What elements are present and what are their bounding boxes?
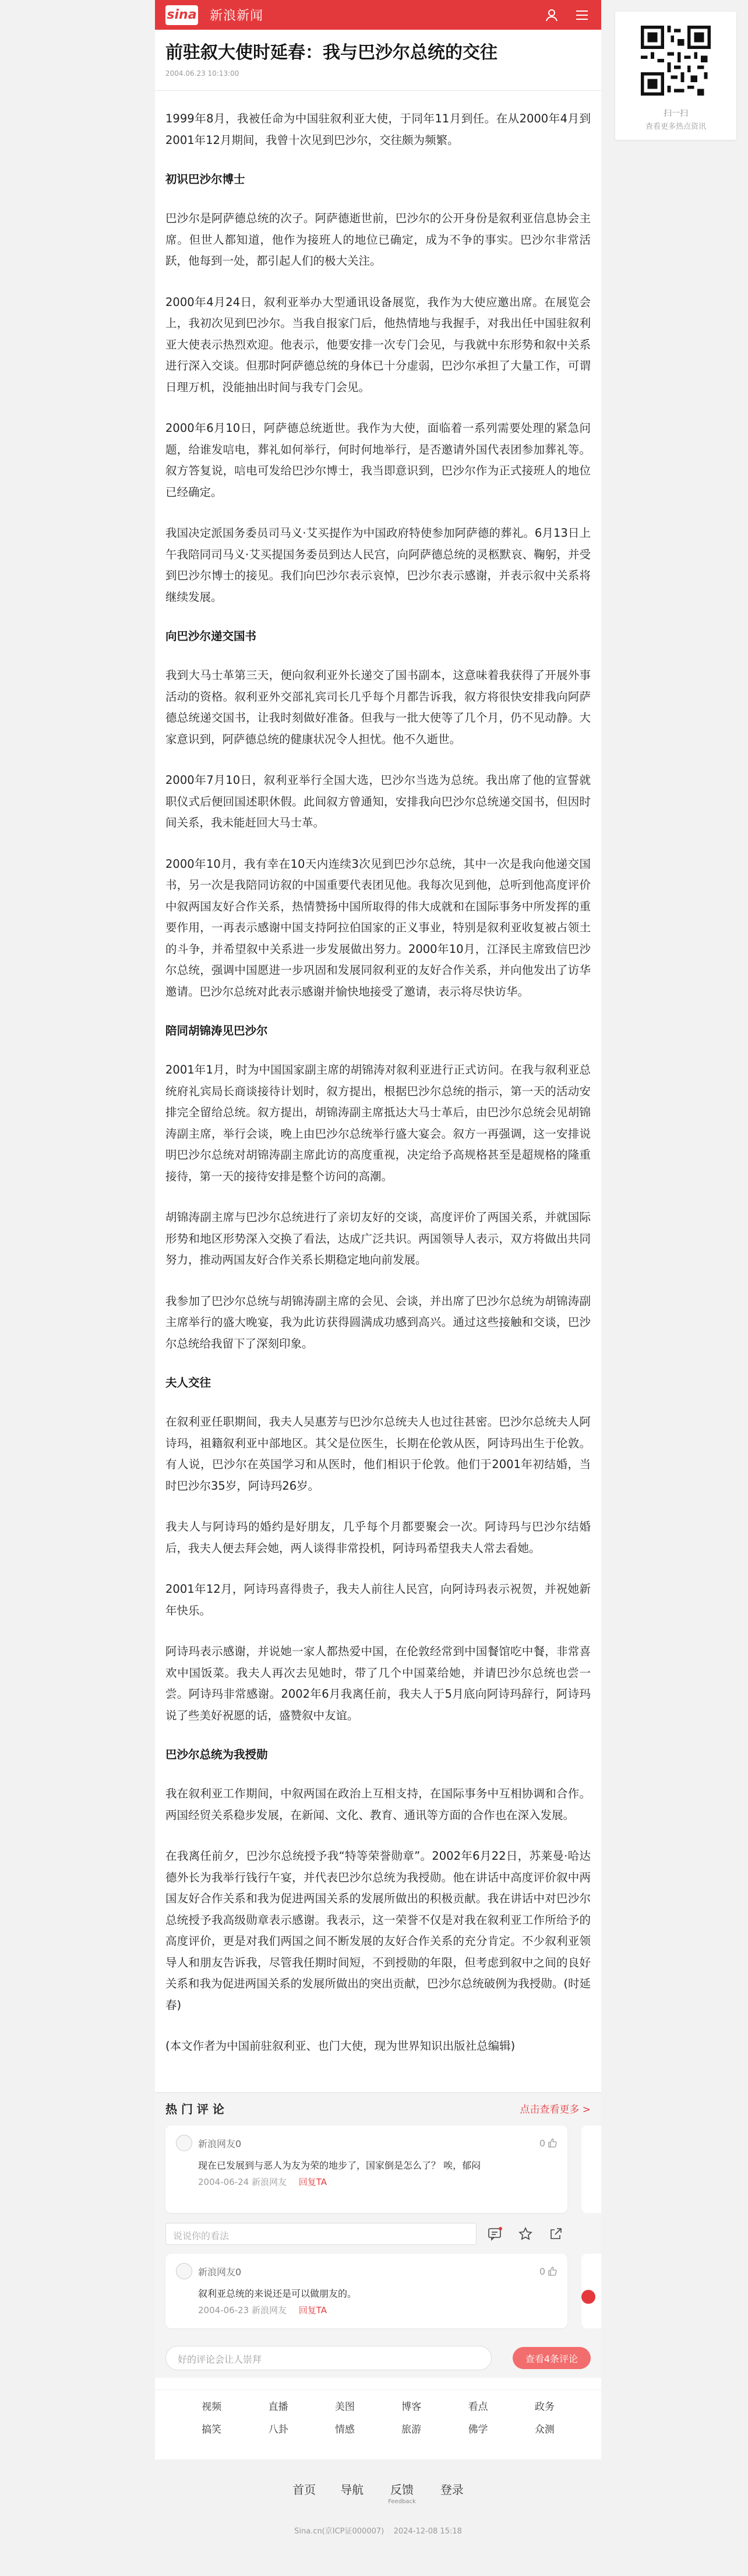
comment-bottom-bar — [155, 2338, 601, 2378]
view-comments-button[interactable]: 查看4条评论 — [513, 2347, 591, 2369]
footer-link-label: 登录 — [440, 2483, 464, 2497]
paragraph: 2000年6月10日，阿萨德总统逝世。我作为大使，面临着一系列需要处理的紧急问题，给谁发唁电，葬礼如何举行，何时何地举行，是否邀请外国代表团参加葬礼等。叙方答复说，唁电可发给巴沙尔博士，我当即意识到，巴沙尔作为正式接班人的地位已经确定。 — [165, 421, 591, 499]
paragraph: 1999年8月，我被任命为中国驻叙利亚大使，于同年11月到任。在从2000年4月到2001年12月期间，我曾十次见到巴沙尔，交往颇为频繁。 — [165, 112, 591, 147]
copyright — [155, 2525, 601, 2536]
footer-timestamp: 2024-12-08 15:18 — [393, 2527, 462, 2536]
comment-input-bar — [165, 2221, 567, 2247]
thumb-up-icon[interactable] — [548, 2267, 557, 2276]
nav-item[interactable]: 视频 — [202, 2401, 222, 2413]
footer-link[interactable] — [388, 2480, 416, 2505]
comment-source: 新浪网友 — [251, 2177, 287, 2187]
article-title: 前驻叙大使时延春：我与巴沙尔总统的交往 — [165, 43, 498, 63]
paragraph: 在叙利亚任职期间，我夫人吴惠芳与巴沙尔总统夫人也过往甚密。巴沙尔总统夫人阿诗玛，祖籍叙利亚中部地区。其父是位医生，长期在伦敦从医，阿诗玛出生于伦敦。有人说，巴沙尔在英国学习和从医时，他们相识于伦敦。他们于2001年初结婚，当时巴沙尔35岁，阿诗玛26岁。 — [165, 1415, 591, 1493]
footer-links — [155, 2480, 601, 2505]
channel-nav — [155, 2390, 601, 2443]
paragraph: 2000年7月10日，叙利亚举行全国大选，巴沙尔当选为总统。我出席了他的宣誓就职仪式后便回国述职休假。此间叙方曾通知，安排我向巴沙尔总统递交国书，但因时间关系，我未能赶回大马士革。 — [165, 773, 591, 829]
footer — [155, 2459, 601, 2576]
top-bar — [155, 0, 601, 30]
nav-item[interactable]: 博客 — [401, 2401, 422, 2413]
comment-source: 新浪网友 — [251, 2305, 287, 2315]
qr-widget — [615, 12, 736, 140]
paragraph: 在我离任前夕，巴沙尔总统授予我“特等荣誉勋章”。2002年6月22日，苏莱曼·哈达德外长为我举行钱行午宴，并代表巴沙尔总统为我授勋。他在讲话中高度评价叙中两国友好合作关系和我为促进两国关系的发展所做出的积极贡献。我在讲话中对巴沙尔总统授予我高级勋章表示感谢。我表示，这一荣誉不仅是对我在叙利亚工作所给予的高度评价，更是对我们两国之间不断发展的友好合作关系的充分肯定。不少叙利亚领导人和朋友告诉我，尽管我任期时间短，不到授勋的年限，但考虑到叙中之间的良好关系和我为促进两国关系的发展所做出的突出贡献，巴沙尔总统破例为我授勋。(时延春) — [165, 1849, 591, 2012]
nav-item[interactable]: 众测 — [534, 2424, 555, 2436]
section-heading: 陪同胡锦涛见巴沙尔 — [165, 1024, 268, 1037]
comment-user: 新浪网友0 — [198, 2266, 242, 2278]
avatar — [176, 2135, 192, 2151]
nav-item[interactable]: 看点 — [468, 2401, 488, 2413]
user-icon[interactable] — [543, 6, 560, 24]
publish-time: 2004.06.23 10:13:00 — [165, 69, 239, 78]
next-arrow-icon[interactable] — [581, 2290, 595, 2304]
paragraph: 2001年12月，阿诗玛喜得贵子，我夫人前往人民宫，向阿诗玛表示祝贺，并祝她新年快乐。 — [165, 1582, 591, 1617]
footer-link-sub: Feedback — [388, 2498, 416, 2505]
comment-date: 2004-06-23 — [198, 2305, 249, 2315]
copyright-text: Sina.cn(京ICP证000007) — [294, 2527, 384, 2536]
nav-item[interactable]: 情感 — [334, 2424, 355, 2436]
paragraph: 巴沙尔是阿萨德总统的次子。阿萨德逝世前，巴沙尔的公开身份是叙利亚信息协会主席。但世人都知道，他作为接班人的地位已确定，成为不争的事实。巴沙尔非常活跃，他每到一处，都引起人们的极大关注。 — [165, 212, 591, 268]
paragraph: 我参加了巴沙尔总统与胡锦涛副主席的会见、会谈，并出席了巴沙尔总统为胡锦涛副主席举行的盛大晚宴，我为此访获得圆满成功感到高兴。通过这些接触和交谈，巴沙尔总统给我留下了深刻印象。 — [165, 1294, 591, 1350]
thumb-up-icon[interactable] — [548, 2138, 557, 2148]
section-heading: 初识巴沙尔博士 — [165, 173, 245, 186]
paragraph: 阿诗玛表示感谢，并说她一家人都热爱中国，在伦敦经常到中国餐馆吃中餐，非常喜欢中国饭菜。我夫人再次去见她时，带了几个中国菜给她，并请巴沙尔总统也尝一尝。阿诗玛非常感谢。2002年6月我离任前，我夫人于5月底向阿诗玛辞行，阿诗玛说了些美好祝愿的话，盛赞叙中友谊。 — [165, 1645, 591, 1722]
comment-user: 新浪网友0 — [198, 2138, 242, 2149]
paragraph: 2001年1月，时为中国国家副主席的胡锦涛对叙利亚进行正式访问。在我与叙利亚总统府礼宾局长商谈接待计划时，叙方提出，根据巴沙尔总统的指示，第一天的活动安排完全留给总统。叙方提出，胡锦涛副主席抵达大马士革后，由巴沙尔总统会见胡锦涛副主席，举行会谈，晚上由巴沙尔总统举行盛大宴会。叙方一再强调，这一安排说明巴沙尔总统对胡锦涛副主席此访的高度重视，决定给予高规格甚至是超规格的隆重接待，第一天的接待安排是整个访问的高潮。 — [165, 1063, 591, 1183]
hot-comments — [155, 2092, 601, 2378]
paragraph: 我到大马士革第三天，便向叙利亚外长递交了国书副本，这意味着我获得了开展外事活动的资格。叙利亚外交部礼宾司长几乎每个月都告诉我，叙方将很快安排我向阿萨德总统递交国书，让我时刻做好准备。但我与一批大使等了几个月，仍不见动静。大家意识到，阿萨德总统的健康状况令人担忧。他不久逝世。 — [165, 668, 591, 746]
footer-link[interactable] — [292, 2480, 316, 2505]
section-heading: 夫人交往 — [165, 1376, 211, 1389]
reply-button[interactable]: 回复TA — [298, 2305, 327, 2315]
like-count: 0 — [539, 2137, 545, 2149]
like-count: 0 — [539, 2265, 545, 2277]
paragraph: 胡锦涛副主席与巴沙尔总统进行了亲切友好的交谈，高度评价了两国关系，并就国际形势和地区形势深入交换了看法，达成广泛共识。两国领导人表示，双方将做出共同努力，推动两国友好合作关系长期稳定地向前发展。 — [165, 1210, 591, 1266]
qr-sublabel: 查看更多热点资讯 — [645, 122, 706, 131]
footer-link[interactable] — [440, 2480, 464, 2505]
nav-item[interactable]: 八卦 — [268, 2424, 288, 2436]
article-body — [155, 91, 601, 2057]
nav-item[interactable]: 佛学 — [468, 2424, 488, 2436]
section-heading: 巴沙尔总统为我授勋 — [165, 1748, 268, 1761]
nav-item[interactable]: 旅游 — [401, 2424, 422, 2436]
paragraph: 2000年4月24日，叙利亚举办大型通讯设备展览，我作为大使应邀出席。在展览会上，我初次见到巴沙尔。当我自报家门后，他热情地与我握手，对我出任中国驻叙利亚大使表示热烈欢迎。他表示，他要安排一次专门会见，与我就中东形势和叙中关系进行深入交谈。但那时阿萨德总统的身体已十分虚弱，巴沙尔承担了大量工作，可谓日理万机，没能抽出时间与我专门会见。 — [165, 295, 591, 394]
nav-item[interactable]: 政务 — [534, 2401, 555, 2413]
paragraph: 我夫人与阿诗玛的婚约是好朋友，几乎每个月都要聚会一次。阿诗玛与巴沙尔结婚后，我夫人便去拜会她，两人谈得非常投机，阿诗玛希望我夫人常去看她。 — [165, 1520, 591, 1555]
sina-logo[interactable]: sina — [165, 5, 198, 25]
footer-link-label: 反馈 — [390, 2483, 414, 2497]
footer-link-label: 首页 — [292, 2483, 316, 2497]
paragraph: 2000年10月，我有幸在10天内连续3次见到巴沙尔总统，其中一次是我向他递交国书，另一次是我陪同访叙的中国重要代表团见他。我每次见到他，总听到他高度评价中叙两国友好合作关系，热情赞扬中国所取得的伟大成就和在国际事务中所发挥的重要作用，一再表示感谢中国支持阿拉伯国家的正义事业，特别是叙利亚收复被占领土的斗争，并希望叙中关系进一步发展做出努力。2000年10月，江泽民主席致信巴沙尔总统，强调中国愿进一步巩固和发展同叙利亚的友好合作关系，并向他发出了访华邀请。巴沙尔总统对此表示感谢并愉快地接受了邀请，表示将尽快访华。 — [165, 857, 591, 998]
nav-item[interactable]: 搞笑 — [202, 2424, 222, 2436]
comment-input[interactable]: 说说你的看法 — [165, 2223, 477, 2245]
main-column — [155, 0, 601, 2576]
comment-text: 叙利亚总统的来说还是可以做朋友的。 — [198, 2288, 357, 2299]
comments-title: 热 门 评 论 — [165, 2102, 224, 2116]
comment-date: 2004-06-24 — [198, 2177, 249, 2187]
qr-code[interactable] — [641, 26, 711, 96]
paragraph: 我国决定派国务委员司马义·艾买提作为中国政府特使参加阿萨德的葬礼。6月13日上午我陪同司马义·艾买提国务委员到达人民宫，向阿萨德总统的灵柩默哀、鞠躬，并受到巴沙尔博士的接见。我们向巴沙尔表示哀悼，巴沙尔表示感谢，并表示叙中关系将继续发展。 — [165, 526, 591, 604]
section-heading: 向巴沙尔递交国书 — [165, 629, 257, 643]
nav-item[interactable]: 美图 — [334, 2401, 355, 2413]
next-comment-peek — [581, 2125, 601, 2213]
comment-card — [165, 2254, 567, 2328]
nav-item[interactable]: 直播 — [268, 2401, 288, 2413]
site-name[interactable]: 新浪新闻 — [210, 9, 264, 23]
star-icon[interactable] — [514, 2222, 537, 2246]
comment-card — [165, 2125, 567, 2213]
reply-button[interactable]: 回复TA — [298, 2177, 327, 2187]
comment-text: 现在已发展到与恶人为友为荣的地步了，国家倒是怎么了？ 唉，郁闷 — [198, 2160, 481, 2171]
qr-label: 扫一扫 — [664, 109, 688, 118]
headline — [155, 30, 601, 78]
share-icon[interactable] — [544, 2222, 567, 2246]
view-more-link[interactable]: 点击查看更多 > — [520, 2103, 591, 2116]
footer-link[interactable] — [340, 2480, 364, 2505]
paragraph: (本文作者为中国前驻叙利亚、也门大使，现为世界知识出版社总编辑) — [165, 2039, 516, 2053]
menu-icon[interactable] — [573, 6, 591, 24]
footer-link-label: 导航 — [340, 2483, 364, 2497]
comment-icon[interactable] — [484, 2222, 507, 2246]
avatar — [176, 2263, 192, 2279]
comment-bottom-input[interactable]: 好的评论会让人崇拜 — [165, 2346, 492, 2370]
paragraph: 我在叙利亚工作期间，中叙两国在政治上互相支持，在国际事务中互相协调和合作。两国经贸关系稳步发展，在新闻、文化、教育、通讯等方面的合作也在深入发展。 — [165, 1787, 591, 1822]
